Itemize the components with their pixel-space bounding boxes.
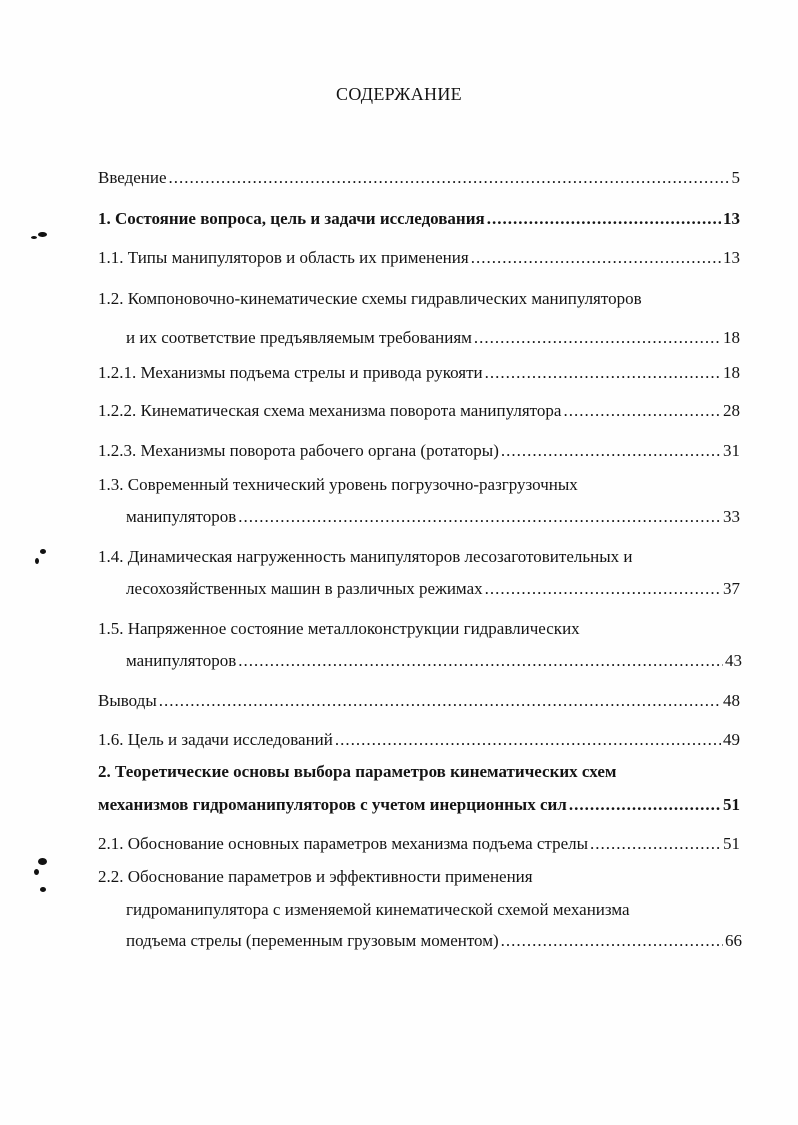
toc-leader bbox=[159, 690, 721, 712]
toc-page-number: 43 bbox=[725, 651, 742, 670]
toc-leader bbox=[238, 506, 721, 528]
scan-speck bbox=[40, 549, 46, 554]
toc-entry-text: 2.2. Обоснование параметров и эффективности применения bbox=[98, 867, 533, 886]
toc-entry-text: 1.2. Компоновочно-кинематические схемы гидравлических манипуляторов bbox=[98, 289, 642, 308]
toc-entry bbox=[126, 650, 742, 672]
toc-entry-continuation: гидроманипулятора с изменяемой кинематической схемой механизма bbox=[126, 900, 630, 919]
toc-entry-text: 1. Состояние вопроса, цель и задачи исследования bbox=[98, 209, 485, 228]
toc-entry bbox=[98, 440, 740, 462]
toc-entry-continuation: подъема стрелы (переменным грузовым моментом) bbox=[126, 931, 499, 950]
toc-page-number: 13 bbox=[723, 248, 740, 267]
toc-entry bbox=[98, 208, 740, 230]
toc-leader bbox=[563, 400, 721, 422]
toc-page-number: 37 bbox=[723, 579, 740, 598]
toc-leader bbox=[474, 327, 721, 349]
toc-entry-continuation: манипуляторов bbox=[126, 651, 237, 670]
toc-entry bbox=[98, 247, 740, 269]
toc-page-number: 18 bbox=[723, 328, 740, 347]
toc-entry-continuation: и их соответствие предъявляемым требованиям bbox=[126, 328, 472, 347]
scan-speck bbox=[38, 858, 47, 865]
toc-entry bbox=[98, 729, 740, 751]
toc-entry bbox=[98, 794, 740, 816]
toc-entry-text: Выводы bbox=[98, 691, 157, 710]
toc-leader bbox=[569, 794, 721, 816]
toc-entry-text: 1.1. Типы манипуляторов и область их применения bbox=[98, 248, 469, 267]
toc-leader bbox=[501, 930, 723, 952]
toc-entry bbox=[98, 362, 740, 384]
toc-page-number: 48 bbox=[723, 691, 740, 710]
toc-leader bbox=[485, 578, 721, 600]
toc-leader bbox=[487, 208, 721, 230]
scan-speck bbox=[38, 232, 47, 237]
toc-entry bbox=[98, 167, 740, 189]
toc-entry-continuation: лесохозяйственных машин в различных режимах bbox=[126, 579, 483, 598]
scan-speck bbox=[40, 887, 46, 892]
toc-entry-continuation: манипуляторов bbox=[126, 507, 237, 526]
toc-entry-text: Введение bbox=[98, 168, 167, 187]
page-title: СОДЕРЖАНИЕ bbox=[336, 84, 462, 104]
toc-entry bbox=[126, 327, 740, 349]
toc-leader bbox=[238, 650, 723, 672]
toc-page-number: 33 bbox=[723, 507, 740, 526]
toc-leader bbox=[590, 833, 721, 855]
toc-page-number: 28 bbox=[723, 401, 740, 420]
toc-page-number: 66 bbox=[725, 931, 742, 950]
toc-entry bbox=[98, 833, 740, 855]
scan-speck bbox=[34, 869, 39, 875]
toc-leader bbox=[485, 362, 721, 384]
toc-entry-text: 2.1. Обоснование основных параметров механизма подъема стрелы bbox=[98, 834, 589, 853]
toc-entry bbox=[98, 400, 740, 422]
toc-leader bbox=[501, 440, 721, 462]
toc-page-number: 5 bbox=[731, 168, 740, 187]
toc-leader bbox=[471, 247, 721, 269]
toc-entry-text: 1.3. Современный технический уровень погрузочно-разгрузочных bbox=[98, 475, 578, 494]
toc-entry-text: 1.2.2. Кинематическая схема механизма поворота манипулятора bbox=[98, 401, 562, 420]
toc-entry-text: 1.6. Цель и задачи исследований bbox=[98, 730, 333, 749]
toc-entry-text: 1.2.1. Механизмы подъема стрелы и привода рукояти bbox=[98, 363, 483, 382]
toc-entry bbox=[98, 690, 740, 712]
toc-entry bbox=[126, 930, 742, 952]
toc-page-number: 51 bbox=[723, 795, 740, 814]
scan-speck bbox=[35, 558, 39, 564]
toc-page-number: 51 bbox=[723, 834, 740, 853]
toc-entry bbox=[126, 506, 740, 528]
toc-leader bbox=[335, 729, 721, 751]
toc-entry-text: 1.5. Напряженное состояние металлоконструкции гидравлических bbox=[98, 619, 580, 638]
toc-entry-text: 1.4. Динамическая нагруженность манипуляторов лесозаготовительных и bbox=[98, 547, 633, 566]
toc-page-number: 18 bbox=[723, 363, 740, 382]
toc-entry-text: 1.2.3. Механизмы поворота рабочего органа (ротаторы) bbox=[98, 441, 499, 460]
toc-entry bbox=[126, 578, 740, 600]
toc-entry-continuation: механизмов гидроманипуляторов с учетом инерционных сил bbox=[98, 795, 567, 814]
scan-speck bbox=[31, 236, 37, 239]
toc-leader bbox=[169, 167, 730, 189]
toc-page-number: 31 bbox=[723, 441, 740, 460]
toc-page-number: 13 bbox=[723, 209, 740, 228]
toc-entry-text: 2. Теоретические основы выбора параметров кинематических схем bbox=[98, 762, 617, 781]
toc-page-number: 49 bbox=[723, 730, 740, 749]
